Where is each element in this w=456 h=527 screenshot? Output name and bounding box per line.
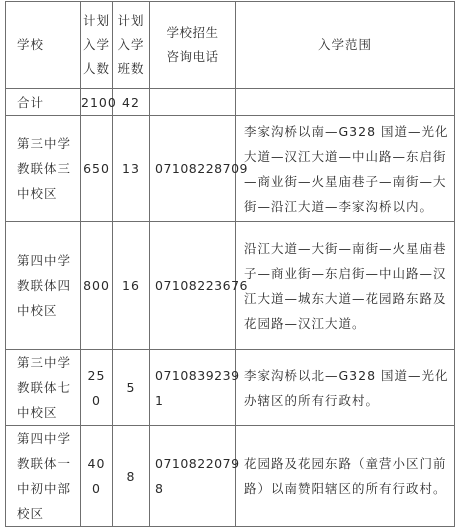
admission-range: [236, 116, 455, 222]
admission-range: [236, 350, 455, 426]
school-name: [6, 116, 81, 222]
school-name: [6, 426, 81, 527]
admission-phone: [150, 116, 248, 222]
header-school: 学校: [6, 2, 81, 89]
header-phone: [150, 2, 236, 89]
phone-line: 0710839239: [155, 367, 240, 383]
admission-table: [5, 1, 455, 527]
planned-students: [81, 222, 113, 350]
table-row: [6, 222, 455, 350]
planned-students: [81, 426, 113, 527]
school-name: [6, 350, 81, 426]
header-line: 入学: [117, 37, 145, 52]
students-line: 0: [92, 392, 101, 408]
total-label: 合计: [6, 89, 81, 116]
header-line: 学校招生: [166, 25, 219, 40]
header-range: 入学范围: [236, 2, 455, 89]
phone-line: 1: [155, 392, 164, 408]
table-row: [6, 350, 455, 426]
planned-classes: 5: [113, 350, 150, 426]
header-line: 人数: [82, 61, 110, 76]
header-line: 计划: [82, 13, 110, 28]
school-name-line: 第三中学: [17, 136, 72, 151]
table-header-row: [6, 2, 455, 89]
students-line: 40: [87, 456, 106, 471]
school-name-line: 第四中学: [17, 431, 72, 446]
students-line: 650: [83, 161, 110, 176]
admission-range: [236, 222, 455, 350]
school-name-line: 第四中学: [17, 253, 72, 268]
range-text: 沿江大道—大街—南街—火星庙巷子—商业街—东启街—中山路—汉江大道—城东大道—花园路东路及花园路—汉江大道。: [244, 240, 447, 331]
admission-phone: [150, 222, 248, 350]
phone-line: 07108223676: [155, 278, 248, 293]
total-students: 2100: [81, 89, 113, 116]
admission-phone: [150, 350, 240, 426]
planned-classes: 8: [113, 426, 150, 527]
school-name-line: 教联体四: [17, 278, 72, 293]
total-phone-empty: [150, 89, 236, 116]
range-text: 李家沟桥以北—G328 国道—光化办辖区的所有行政村。: [244, 367, 449, 408]
planned-classes: 13: [113, 116, 150, 222]
school-name-line: 教联体三: [17, 161, 72, 176]
phone-line: 07108228709: [155, 161, 248, 176]
total-row: [6, 89, 455, 116]
planned-students: [81, 116, 113, 222]
planned-students: [81, 350, 113, 426]
phone-line: 0710822079: [155, 456, 240, 471]
school-name-line: 中校区: [17, 303, 58, 318]
header-line: 班数: [117, 61, 145, 76]
school-name-line: 中初中部: [17, 481, 72, 496]
planned-classes: 16: [113, 222, 150, 350]
school-name-line: 第三中学: [17, 355, 72, 370]
table-row: [6, 116, 455, 222]
header-planned-students: [81, 2, 113, 89]
students-line: 0: [92, 481, 101, 496]
school-name-line: 中校区: [17, 405, 58, 420]
header-line: 咨询电话: [166, 49, 219, 64]
school-name-line: 教联体一: [17, 456, 72, 471]
admission-phone: [150, 426, 240, 527]
school-name-line: 中校区: [17, 186, 58, 201]
students-line: 800: [83, 278, 110, 293]
phone-line: 8: [155, 481, 164, 496]
total-classes: 42: [113, 89, 150, 116]
total-range-empty: [236, 89, 455, 116]
school-name-line: 教联体七: [17, 380, 72, 395]
students-line: 25: [87, 367, 106, 383]
range-text: 李家沟桥以南—G328 国道—光化大道—汉江大道—中山路—东启街—商业街—火星庙巷子—南街—大街—沿江大道—李家沟桥以内。: [244, 123, 449, 214]
school-name-line: 校区: [17, 506, 45, 521]
table-row: [6, 426, 455, 527]
header-planned-classes: [113, 2, 150, 89]
header-line: 计划: [117, 13, 145, 28]
header-line: 入学: [82, 37, 110, 52]
school-name: [6, 222, 81, 350]
admission-range: [236, 426, 455, 527]
range-text: 花园路及花园东路（童营小区门前路）以南赞阳辖区的所有行政村。: [244, 456, 447, 496]
